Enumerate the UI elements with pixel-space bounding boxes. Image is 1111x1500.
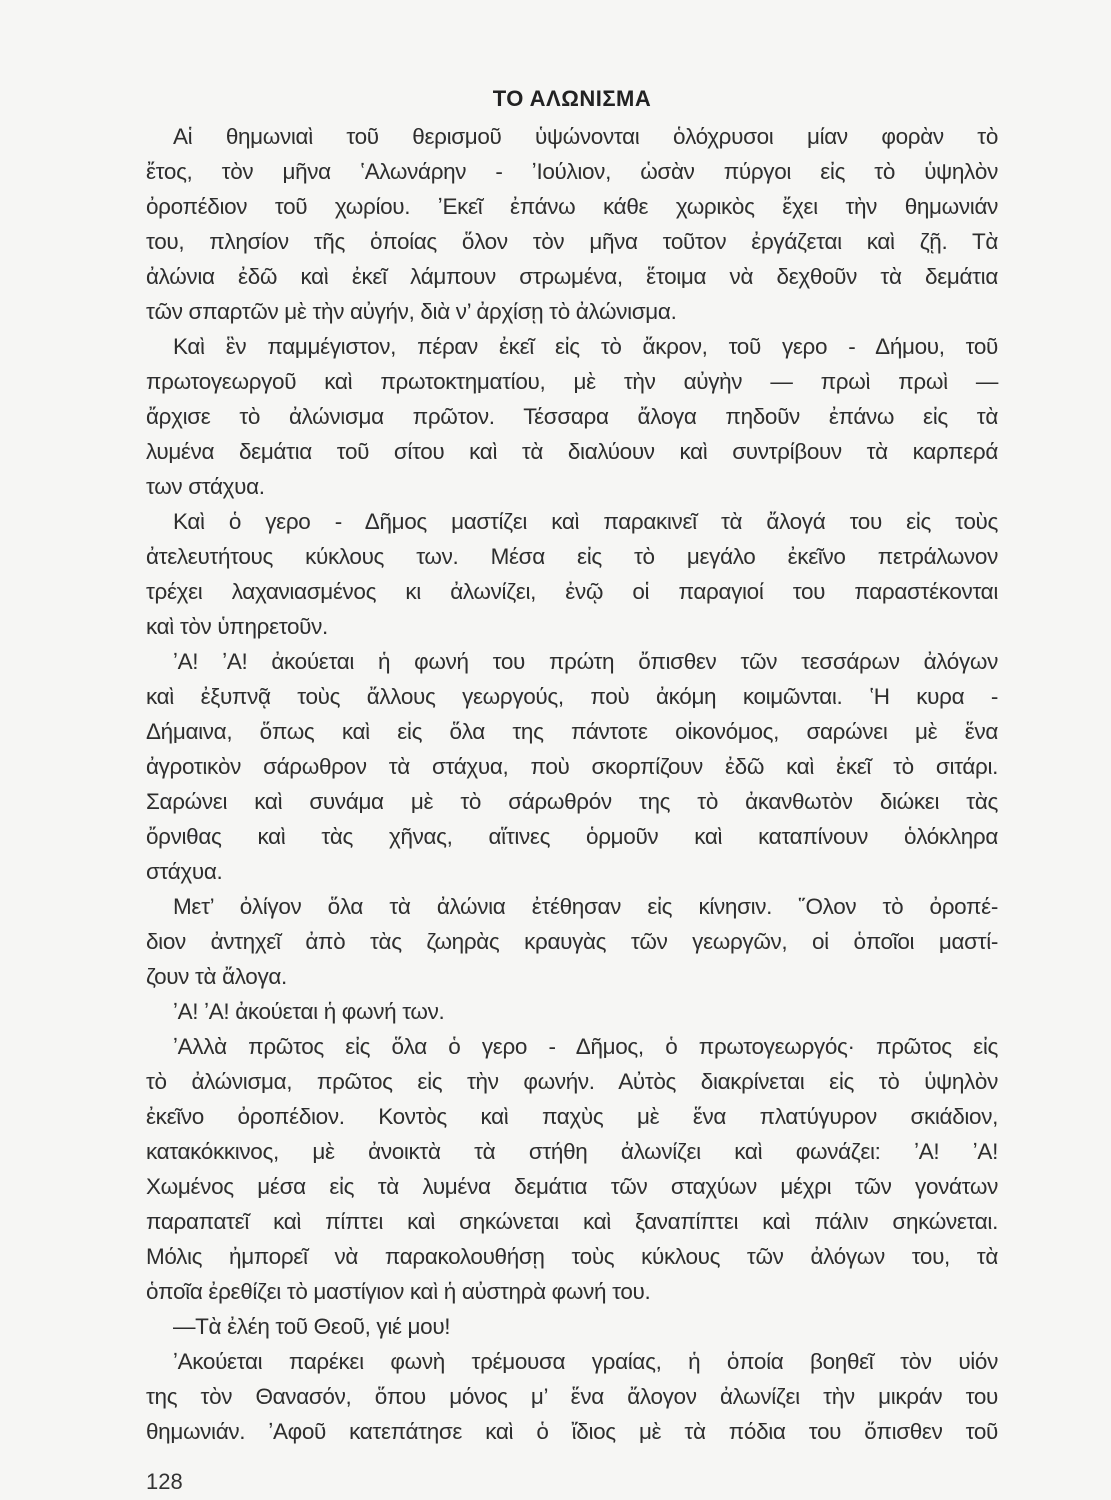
paragraph [146,119,998,329]
text-line: ʼΑ! ʼΑ! ἀκούεται ἡ φωνή του πρώτη ὄπισθεν τῶν τεσσάρων ἀλόγων [173,649,998,674]
paragraph [146,994,998,1029]
paragraph [146,1029,998,1309]
text-line: ἀγροτικὸν σάρωθρον τὰ στάχυα, ποὺ σκορπίζουν ἐδῶ καὶ ἐκεῖ τὸ σιτάρι. [146,754,998,779]
text-line: τρέχει λαχανιασμένος κι ἀλωνίζει, ἐνῷ οἱ παραγιοί του παραστέκονται [146,579,998,604]
text-line: ἀτελευτήτους κύκλους των. Μέσα εἰς τὸ μεγάλο ἐκεῖνο πετράλωνον [146,544,998,569]
text-line: —Τὰ ἐλέη τοῦ Θεοῦ, γιέ μου! [173,1314,451,1339]
text-line: ʼΑκούεται παρέκει φωνὴ τρέμουσα γραίας, ἡ ὁποία βοηθεῖ τὸν υἱόν [173,1349,998,1374]
text-line: τῶν σπαρτῶν μὲ τὴν αὐγήν, διὰ ν’ ἀρχίσῃ τὸ ἀλώνισμα. [146,299,677,324]
paragraph [146,1309,998,1344]
text-line: ἔτος, τὸν μῆνα ʽΑλωνάρην - ʼΙούλιον, ὡσὰν πύργοι εἰς τὸ ὑψηλὸν [146,159,998,184]
text-line: Χωμένος μέσα εἰς τὰ λυμένα δεμάτια τῶν σταχύων μέχρι τῶν γονάτων [146,1174,998,1199]
text-line: θημωνιάν. ʼΑφοῦ κατεπάτησε καὶ ὁ ἴδιος μὲ τὰ πόδια του ὄπισθεν τοῦ [146,1419,998,1444]
text-line: της τὸν Θανασόν, ὅπου μόνος μ’ ἕνα ἄλογον ἀλωνίζει τὴν μικράν του [146,1384,998,1409]
text-line: ὄρνιθας καὶ τὰς χῆνας, αἵτινες ὁρμοῦν καὶ καταπίνουν ὁλόκληρα [146,824,998,849]
text-line: λυμένα δεμάτια τοῦ σίτου καὶ τὰ διαλύουν καὶ συντρίβουν τὰ καρπερά [146,439,998,464]
paragraph [146,644,998,889]
text-line: Καὶ ἓν παμμέγιστον, πέραν ἐκεῖ εἰς τὸ ἄκρον, τοῦ γερο - Δήμου, τοῦ [173,334,998,359]
text-line: τὸ ἀλώνισμα, πρῶτος εἰς τὴν φωνήν. Αὐτὸς διακρίνεται εἰς τὸ ὑψηλὸν [146,1069,998,1094]
text-line: ʼΑλλὰ πρῶτος εἰς ὅλα ὁ γερο - Δῆμος, ὁ πρωτογεωργός· πρῶτος εἰς [173,1034,998,1059]
text-line: παραπατεῖ καὶ πίπτει καὶ σηκώνεται καὶ ξαναπίπτει καὶ πάλιν σηκώνεται. [146,1209,998,1234]
text-line: Μετ’ ὀλίγον ὅλα τὰ ἀλώνια ἐτέθησαν εἰς κίνησιν. ῞Ολον τὸ ὀροπέ- [173,894,998,919]
text-line: ἀλώνια ἐδῶ καὶ ἐκεῖ λάμπουν στρωμένα, ἕτοιμα νὰ δεχθοῦν τὰ δεμάτια [146,264,998,289]
paragraph [146,329,998,504]
text-line: Σαρώνει καὶ συνάμα μὲ τὸ σάρωθρόν της τὸ ἀκανθωτὸν διώκει τὰς [146,789,998,814]
paragraph [146,1344,998,1449]
text-line: ἄρχισε τὸ ἀλώνισμα πρῶτον. Τέσσαρα ἄλογα πηδοῦν ἐπάνω εἰς τὰ [146,404,998,429]
text-line: Αἱ θημωνιαὶ τοῦ θερισμοῦ ὑψώνονται ὁλόχρυσοι μίαν φορὰν τὸ [173,124,998,149]
text-line: στάχυα. [146,859,223,884]
text-line: καὶ τὸν ὑπηρετοῦν. [146,614,328,639]
text-line: των στάχυα. [146,474,265,499]
text-line: διον ἀντηχεῖ ἀπὸ τὰς ζωηρὰς κραυγὰς τῶν γεωργῶν, οἱ ὁποῖοι μαστί- [146,929,998,954]
text-line: ζουν τὰ ἄλογα. [146,964,287,989]
text-line: ὁποῖα ἐρεθίζει τὸ μαστίγιον καὶ ἡ αὐστηρὰ φωνή του. [146,1279,651,1304]
paragraph [146,504,998,644]
text-line: Δήμαινα, ὅπως καὶ εἰς ὅλα της πάντοτε οἰκονόμος, σαρώνει μὲ ἕνα [146,719,998,744]
text-line: καὶ ἐξυπνᾷ τοὺς ἄλλους γεωργούς, ποὺ ἀκόμη κοιμῶνται. ʽΗ κυρα - [146,684,998,709]
text-line: του, πλησίον τῆς ὁποίας ὅλον τὸν μῆνα τοῦτον ἐργάζεται καὶ ζῇ. Τὰ [146,229,998,254]
text-line: Μόλις ἠμπορεῖ νὰ παρακολουθήσῃ τοὺς κύκλους τῶν ἀλόγων του, τὰ [146,1244,998,1269]
page-body-text [146,119,998,1449]
page-number: 128 [146,1469,183,1494]
paragraph [146,889,998,994]
text-line: Καὶ ὁ γερο - Δῆμος μαστίζει καὶ παρακινεῖ τὰ ἄλογά του εἰς τοὺς [173,509,998,534]
text-line: κατακόκκινος, μὲ ἀνοικτὰ τὰ στήθη ἀλωνίζει καὶ φωνάζει: ʼΑ! ʼΑ! [146,1139,998,1164]
text-line: ʼΑ! ʼΑ! ἀκούεται ἡ φωνή των. [173,999,445,1024]
chapter-title: ΤΟ ΑΛΩΝΙΣΜΑ [492,86,652,111]
text-line: ἐκεῖνο ὀροπέδιον. Κοντὸς καὶ παχὺς μὲ ἕνα πλατύγυρον σκιάδιον, [146,1104,998,1129]
text-line: ὀροπέδιον τοῦ χωρίου. ʼΕκεῖ ἐπάνω κάθε χωρικὸς ἔχει τὴν θημωνιάν [146,194,998,219]
text-line: πρωτογεωργοῦ καὶ πρωτοκτηματίου, μὲ τὴν αὐγὴν — πρωὶ πρωὶ — [146,369,998,394]
